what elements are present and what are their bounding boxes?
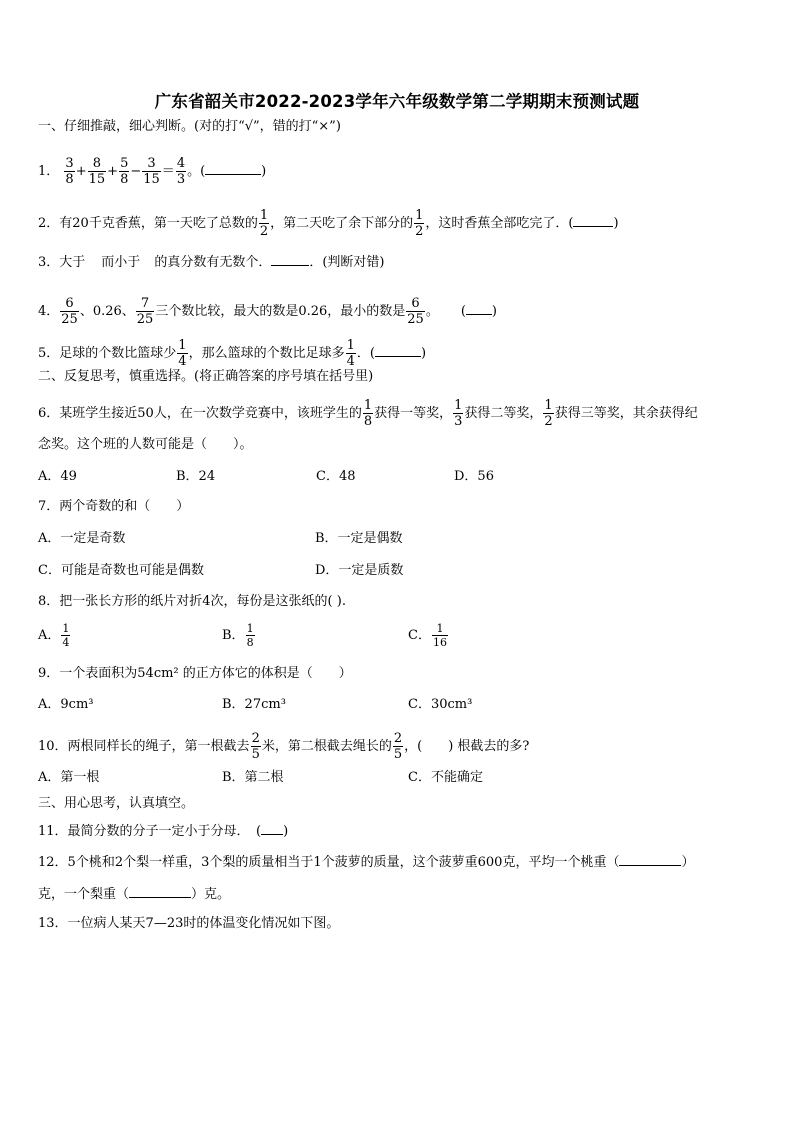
q8-option-b[interactable]: B． $\frac{1}{8}$ [222, 622, 254, 649]
q3-text-b: 而小于 [101, 255, 141, 270]
q4-text-b: 三个数比较，最大的数是0.26，最小的数是 [155, 304, 406, 319]
q2-number: 2． [38, 216, 60, 231]
q10-fraction-1: $\frac{2}{5}$ [251, 731, 260, 762]
q10-option-c[interactable]: C．不能确定 [408, 770, 483, 785]
q4-close: ) [491, 304, 497, 319]
q8-option-c[interactable]: C． $\frac{1}{16}$ [408, 622, 447, 649]
q7-option-d[interactable]: D．一定是质数 [315, 563, 404, 578]
q1-number: 1． [38, 164, 60, 179]
q5-text-a: 足球的个数比篮球少 [59, 346, 177, 361]
question-4 [38, 296, 497, 327]
section-2-heading: 二、反复思考，慎重选择。(将正确答案的序号填在括号里) [38, 369, 374, 384]
q6-text-c: 获得二等奖， [464, 406, 543, 421]
q1-fraction-2: $\frac{8}{15}$ [88, 156, 106, 187]
q12-text-2a: 克，一个梨重（ [38, 887, 130, 902]
q1-op: + [107, 164, 119, 179]
q6-option-d[interactable]: D．56 [454, 469, 494, 484]
q5-number: 5． [38, 346, 60, 361]
question-7: 7．两个奇数的和（ ） [38, 499, 190, 514]
question-10 [38, 731, 529, 762]
question-11 [38, 822, 288, 840]
q1-equals: ＝ [161, 164, 175, 179]
q4-fraction-1: $\frac{6}{25}$ [61, 296, 78, 327]
q12-text-1: 12．5个桃和2个梨一样重，3个梨的质量相当于1个菠萝的质量，这个菠萝重600克，平均一个桃重（ [38, 855, 620, 870]
q6-fraction-3: $\frac{1}{2}$ [544, 398, 553, 429]
q7-option-a[interactable]: A．一定是奇数 [38, 531, 126, 546]
q6-text-d: 获得三等奖，其余获得纪 [554, 406, 698, 421]
q9-option-a[interactable]: A．9cm³ [38, 697, 94, 712]
q10-text-a: 两根同样长的绳子，第一根截去 [67, 739, 250, 754]
q2-close: ) [613, 216, 619, 231]
q12-text-2b: ）克。 [191, 887, 231, 902]
q4-open: ( [460, 304, 466, 319]
section-1-heading: 一、仔细推敲，细心判断。(对的打“√”，错的打“×”) [38, 119, 341, 134]
q1-fraction-3: $\frac{5}{8}$ [120, 156, 129, 187]
q6-text-b: 获得一等奖， [374, 406, 453, 421]
question-12-line-1 [38, 853, 694, 871]
q10-text-b: 米，第二根截去绳长的 [261, 739, 392, 754]
q6-option-c[interactable]: C．48 [316, 469, 356, 484]
q3-text-d: ．(判断对错) [309, 255, 385, 270]
q5-close: ) [420, 346, 427, 361]
q11-close: ) [283, 824, 289, 839]
q2-text-b: ，第二天吃了余下部分的 [270, 216, 414, 231]
q4-text-c: 。 [425, 304, 439, 319]
page-title: 广东省韶关市2022-2023学年六年级数学第二学期期末预测试题 [154, 92, 640, 111]
q4-answer-blank[interactable] [466, 302, 492, 315]
q9-option-b[interactable]: B．27cm³ [222, 697, 286, 712]
q5-fraction-2: $\frac{1}{4}$ [346, 338, 355, 369]
q3-answer-blank[interactable] [271, 253, 309, 266]
q6-fraction-2: $\frac{1}{3}$ [454, 398, 463, 429]
q6-number: 6． [38, 406, 60, 421]
q3-text-c: 的真分数有无数个． [154, 255, 272, 270]
q1-fraction-5: $\frac{4}{3}$ [176, 156, 186, 187]
q7-option-b[interactable]: B．一定是偶数 [315, 531, 403, 546]
q5-text-c: ．( [356, 346, 375, 361]
q1-answer-blank[interactable] [205, 162, 261, 175]
q10-option-b[interactable]: B．第二根 [222, 770, 284, 785]
q4-text-a: 、0.26、 [79, 304, 135, 319]
q1-tail: 。( [187, 164, 206, 179]
q10-fraction-2: $\frac{2}{5}$ [393, 731, 403, 762]
q12-peach-blank[interactable] [619, 853, 681, 866]
q5-answer-blank[interactable] [375, 344, 421, 357]
q12-close-1: ） [681, 855, 695, 870]
q3-text-a: 大于 [59, 255, 86, 270]
q1-fraction-1: $\frac{3}{8}$ [65, 156, 74, 187]
q1-close: ) [261, 164, 267, 179]
q2-text-c: ，这时香蕉全部吃完了．( [425, 216, 574, 231]
question-6 [38, 398, 698, 429]
q5-fraction-1: $\frac{1}{4}$ [178, 338, 187, 369]
question-13: 13．一位病人某天7—23时的体温变化情况如下图。 [38, 916, 340, 931]
q3-number: 3． [38, 255, 60, 270]
q4-fraction-3: $\frac{6}{25}$ [407, 296, 424, 327]
question-8: 8．把一张长方形的纸片对折4次，每份是这张纸的( ). [38, 594, 346, 609]
q7-option-c[interactable]: C．可能是奇数也可能是偶数 [38, 563, 204, 578]
question-9: 9．一个表面积为54cm² 的正方体它的体积是（ ） [38, 666, 352, 681]
section-3-heading: 三、用心思考，认真填空。 [38, 796, 195, 811]
q4-fraction-2: $\frac{7}{25}$ [136, 296, 154, 327]
q10-text-c: ，( ) 根截去的多? [404, 739, 530, 754]
q6-line-2: 念奖。这个班的人数可能是（ ）。 [38, 437, 253, 452]
question-3 [38, 253, 384, 271]
q10-number: 10． [38, 739, 68, 754]
q5-text-b: ，那么篮球的个数比足球多 [188, 346, 345, 361]
q6-option-a[interactable]: A．49 [38, 469, 77, 484]
q6-fraction-1: $\frac{1}{8}$ [363, 398, 373, 429]
q6-text-a: 某班学生接近50人，在一次数学竞赛中，该班学生的 [59, 406, 362, 421]
q2-text-a: 有20千克香蕉，第一天吃了总数的 [59, 216, 258, 231]
q2-answer-blank[interactable] [573, 214, 613, 227]
q8-option-a[interactable]: A． $\frac{1}{4}$ [38, 622, 70, 649]
question-2 [38, 208, 619, 239]
q1-op: + [75, 164, 87, 179]
q11-text: 11．最简分数的分子一定小于分母． ( [38, 824, 262, 839]
question-1 [38, 156, 266, 187]
q12-pear-blank[interactable] [129, 885, 191, 898]
q6-option-b[interactable]: B．24 [176, 469, 216, 484]
q4-number: 4． [38, 304, 60, 319]
q1-fraction-4: $\frac{3}{15}$ [143, 156, 160, 187]
q9-option-c[interactable]: C．30cm³ [408, 697, 473, 712]
q11-answer-blank[interactable] [261, 822, 283, 835]
q10-option-a[interactable]: A．第一根 [38, 770, 100, 785]
question-12-line-2 [38, 885, 230, 903]
q2-fraction-1: $\frac{1}{2}$ [259, 208, 269, 239]
question-5 [38, 338, 426, 369]
q1-op: − [130, 164, 142, 179]
q2-fraction-2: $\frac{1}{2}$ [415, 208, 424, 239]
